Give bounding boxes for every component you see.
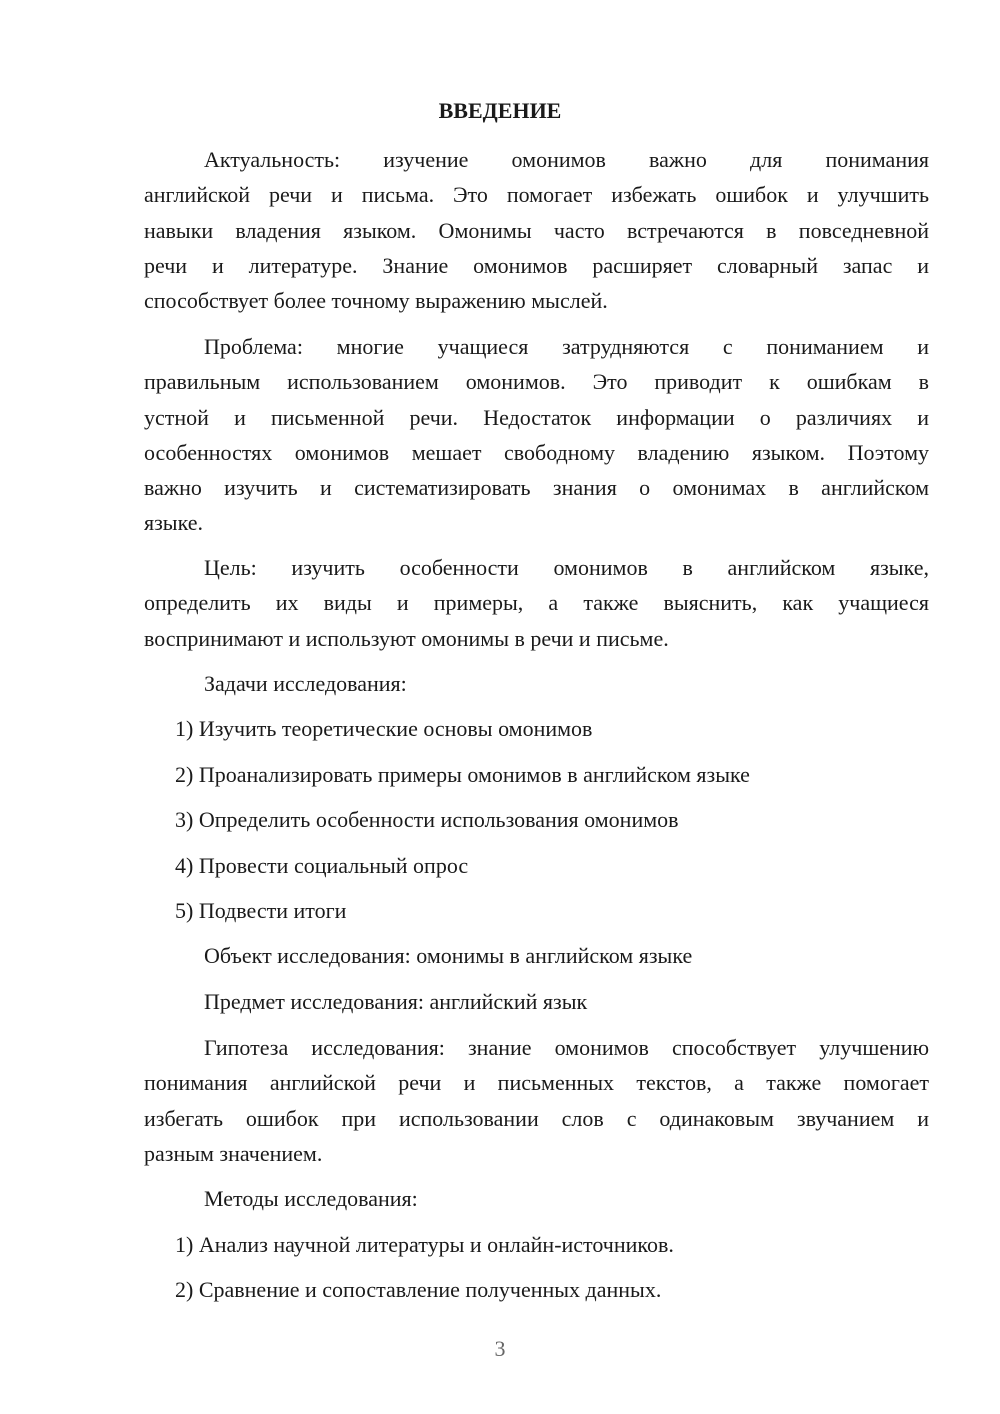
paragraph-line: английской речи и письма. Это помогает избежать ошибок и улучшить — [144, 182, 929, 208]
problem-paragraph — [144, 329, 929, 541]
paragraph-line: Проблема: многие учащиеся затрудняются с пониманием и — [204, 334, 929, 359]
task-item: 1) Изучить теоретические основы омонимов — [175, 716, 593, 741]
paragraph-line: разным значением. — [144, 1140, 323, 1166]
page-title: ВВЕДЕНИЕ — [438, 98, 562, 123]
relevance-paragraph — [144, 142, 929, 318]
task-item: 2) Проанализировать примеры омонимов в английском языке — [175, 762, 750, 787]
paragraph-line: понимания английской речи и письменных текстов, а также помогает — [144, 1070, 929, 1096]
task-item: 3) Определить особенности использования омонимов — [175, 807, 679, 832]
paragraph-line: определить их виды и примеры, а также выяснить, как учащиеся — [144, 590, 929, 616]
paragraph-line: языке. — [144, 510, 203, 536]
paragraph-line: воспринимают и используют омонимы в речи и письме. — [144, 625, 669, 651]
goal-paragraph — [144, 550, 929, 656]
method-item: 2) Сравнение и сопоставление полученных данных. — [175, 1277, 662, 1302]
research-subject: Предмет исследования: английский язык — [204, 989, 588, 1014]
paragraph-line: правильным использованием омонимов. Это приводит к ошибкам в — [144, 369, 929, 395]
paragraph-line: Гипотеза исследования: знание омонимов способствует улучшению — [204, 1035, 929, 1060]
research-object: Объект исследования: омонимы в английском языке — [204, 943, 693, 968]
tasks-heading: Задачи исследования: — [204, 671, 407, 696]
paragraph-line: избегать ошибок при использовании слов с одинаковым звучанием и — [144, 1105, 929, 1131]
task-item: 4) Провести социальный опрос — [175, 853, 469, 878]
paragraph-line: навыки владения языком. Омонимы часто встречаются в повседневной — [144, 217, 929, 243]
page-number: 3 — [494, 1336, 506, 1361]
hypothesis-paragraph — [144, 1030, 929, 1171]
paragraph-line: устной и письменной речи. Недостаток информации о различиях и — [144, 404, 929, 430]
task-item: 5) Подвести итоги — [175, 898, 347, 923]
paragraph-line: способствует более точному выражению мыслей. — [144, 288, 608, 314]
methods-heading: Методы исследования: — [204, 1186, 418, 1211]
method-item: 1) Анализ научной литературы и онлайн-источников. — [175, 1232, 674, 1257]
paragraph-line: особенностях омонимов мешает свободному владению языком. Поэтому — [144, 439, 929, 465]
paragraph-line: Актуальность: изучение омонимов важно для понимания — [204, 147, 929, 172]
paragraph-line: речи и литературе. Знание омонимов расширяет словарный запас и — [144, 252, 929, 278]
paragraph-line: важно изучить и систематизировать знания о омонимах в английском — [144, 475, 929, 501]
paragraph-line: Цель: изучить особенности омонимов в английском языке, — [204, 555, 929, 580]
